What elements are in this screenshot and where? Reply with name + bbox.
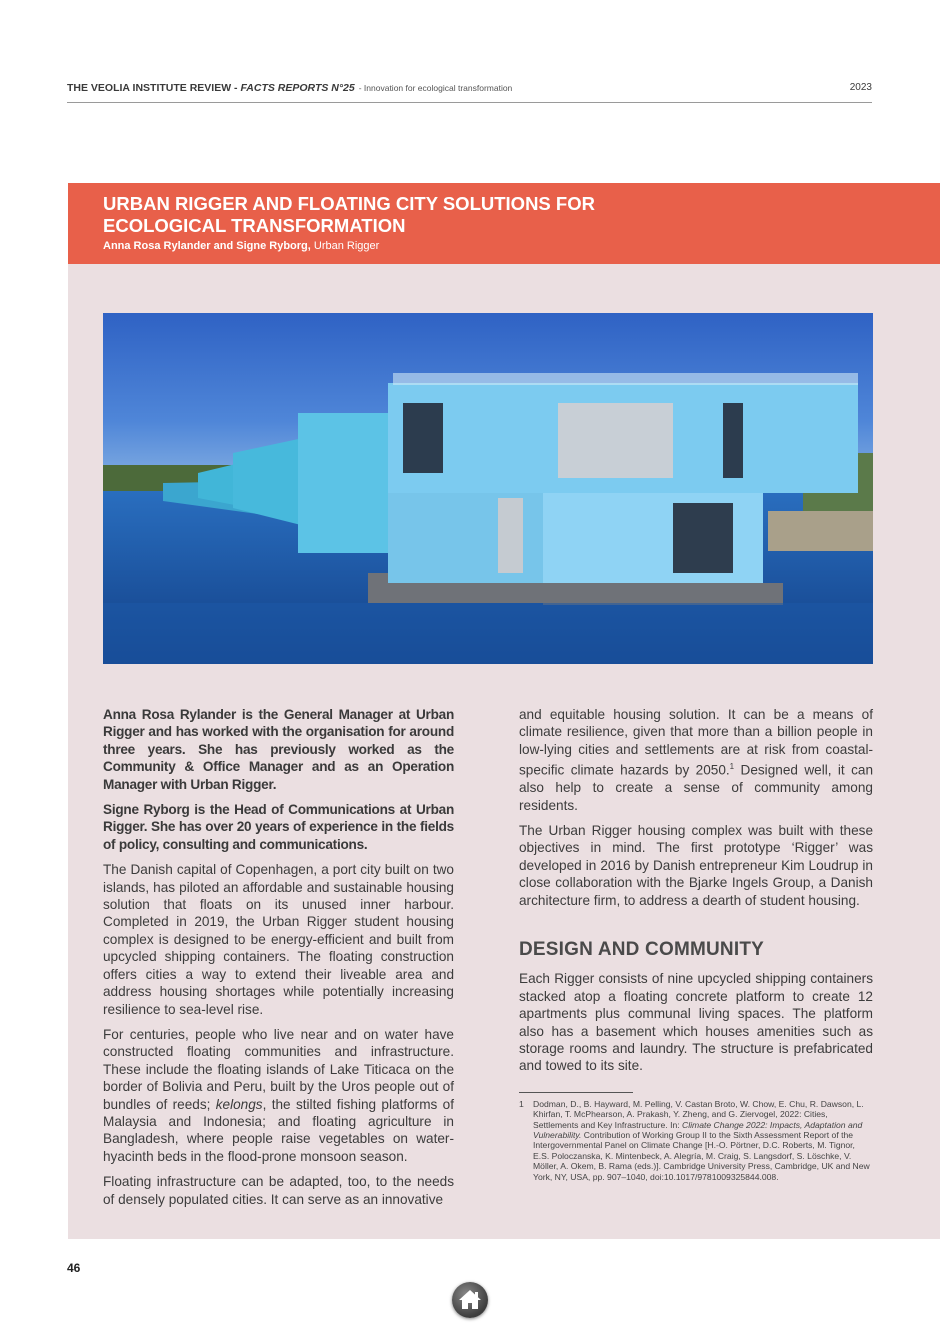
italic-term: kelongs	[215, 1096, 263, 1112]
home-button[interactable]	[452, 1282, 488, 1318]
footnote-ref[interactable]: 1	[729, 762, 735, 772]
paragraph-floating-infrastructure: Floating infrastructure can be adapted, too, to the needs of densely populated cities. It can serve as an innovative	[103, 1174, 454, 1207]
article-title: URBAN RIGGER AND FLOATING CITY SOLUTIONS FOR ECOLOGICAL TRANSFORMATION	[103, 193, 595, 236]
paragraph-objectives: The Urban Rigger housing complex was built with these objectives in mind. The first prototype ‘Rigger’ was developed in 2016 by Danish entrepreneur Kim Loudrup in close collaboration with the Bjarke Ingels Group, a Danish architecture firm, to address a dearth of student housing.	[519, 822, 873, 908]
publication-name: THE VEOLIA INSTITUTE REVIEW -	[67, 82, 241, 94]
paragraph-equitable-housing	[519, 706, 873, 814]
page-number: 46	[67, 1261, 81, 1275]
header-year: 2023	[849, 82, 872, 93]
article-photo	[103, 313, 873, 664]
paragraph-copenhagen: The Danish capital of Copenhagen, a port city built on two islands, has piloted an affordable and sustainable housing solution that floats on its unused inner harbour. Completed in 2019, the Urban Rigger student housing complex is designed to be energy-efficient and built from upcycled shipping containers. The floating construction offers cities a way to extend their liveable area and address housing shortages while potentially increasing resilience to sea-level rise.	[103, 862, 454, 1017]
series-name: FACTS REPORTS N°25	[240, 82, 355, 94]
home-icon	[452, 1282, 488, 1318]
column-right	[519, 706, 873, 1182]
article-authors	[103, 240, 379, 252]
section-heading: DESIGN AND COMMUNITY	[519, 939, 765, 960]
footnote-divider	[519, 1092, 633, 1093]
running-header	[67, 80, 872, 103]
author-names: Anna Rosa Rylander and Signe Ryborg,	[103, 240, 311, 252]
paragraph-rigger-design: Each Rigger consists of nine upcycled shipping containers stacked atop a floating concrete platform to create 12 apartments plus communal living spaces. The platform also has a basement which houses amenities such as storage rooms and laundry. The structure is prefabricated and towed to its site.	[519, 971, 873, 1074]
column-left	[103, 706, 454, 1216]
author-bio-rylander: Anna Rosa Rylander is the General Manager at Urban Rigger and has worked with the organisation for around three years. She has previously worked as the Community & Office Manager and as an Operation Manager with Urban Rigger.	[103, 707, 454, 792]
footnote-text: Dodman, D., B. Hayward, M. Pelling, V. Castan Broto, W. Chow, E. Chu, R. Dawson, L. Khirfan, T. McPhearson, A. Prakash, Y. Zheng, and G. Ziervogel, 2022: Cities, Settlements and Key Infrastructure. In:	[533, 1098, 864, 1130]
paragraph-text: Designed well, it can also help to create a sense of community among residents.	[519, 762, 874, 813]
paragraph-text: and equitable housing solution. It can be a means of climate resilience, given that more than a billion people in low-lying cities and settlements are at risk from coastal-specific climate hazards by 2050.	[519, 707, 873, 778]
author-bio-ryborg: Signe Ryborg is the Head of Communications at Urban Rigger. She has over 20 years of experience in the fields of policy, consulting and communications.	[103, 802, 454, 852]
title-band	[68, 183, 940, 264]
footnote-number: 1	[519, 1098, 524, 1109]
footnote-text: Contribution of Working Group II to the Sixth Assessment Report of the Intergovernmental Panel on Climate Change [H.-O. Pörtner, D.C. Roberts, M. Tignor, E.S. Poloczanska, K. Mintenbeck, A. Alegría, M. Craig, S. Langsdorf, S. Löschke, V. Möller, A. Okem, B. Rama (eds.)]. Cambridge University Press, Cambridge, UK and New York, NY, USA, pp. 907–1040, doi:10.1017/9781009325844.008.	[533, 1130, 870, 1182]
paragraph-floating-communities	[103, 1026, 454, 1165]
footnote	[519, 1099, 873, 1182]
header-subtitle: - Innovation for ecological transformation	[358, 83, 513, 93]
floating-housing-photo	[103, 313, 873, 664]
paragraph-text: For centuries, people who live near and on water have constructed floating communities and infrastructure. These include the floating islands of Lake Titicaca on the border of Bolivia and Peru, built by the Uros people out of bundles of reeds;	[103, 1026, 454, 1112]
publication-title	[67, 82, 512, 94]
footnote-italic: Climate Change 2022: Impacts, Adaptation and Vulnerability.	[533, 1119, 863, 1141]
paragraph-text: , the stilted fishing platforms of Malaysia and Indonesia; and floating agriculture in Bangladesh, where people raise vegetables on water-hyacinth beds in the flood-prone monsoon season.	[103, 1096, 454, 1164]
author-organization: Urban Rigger	[313, 240, 380, 252]
